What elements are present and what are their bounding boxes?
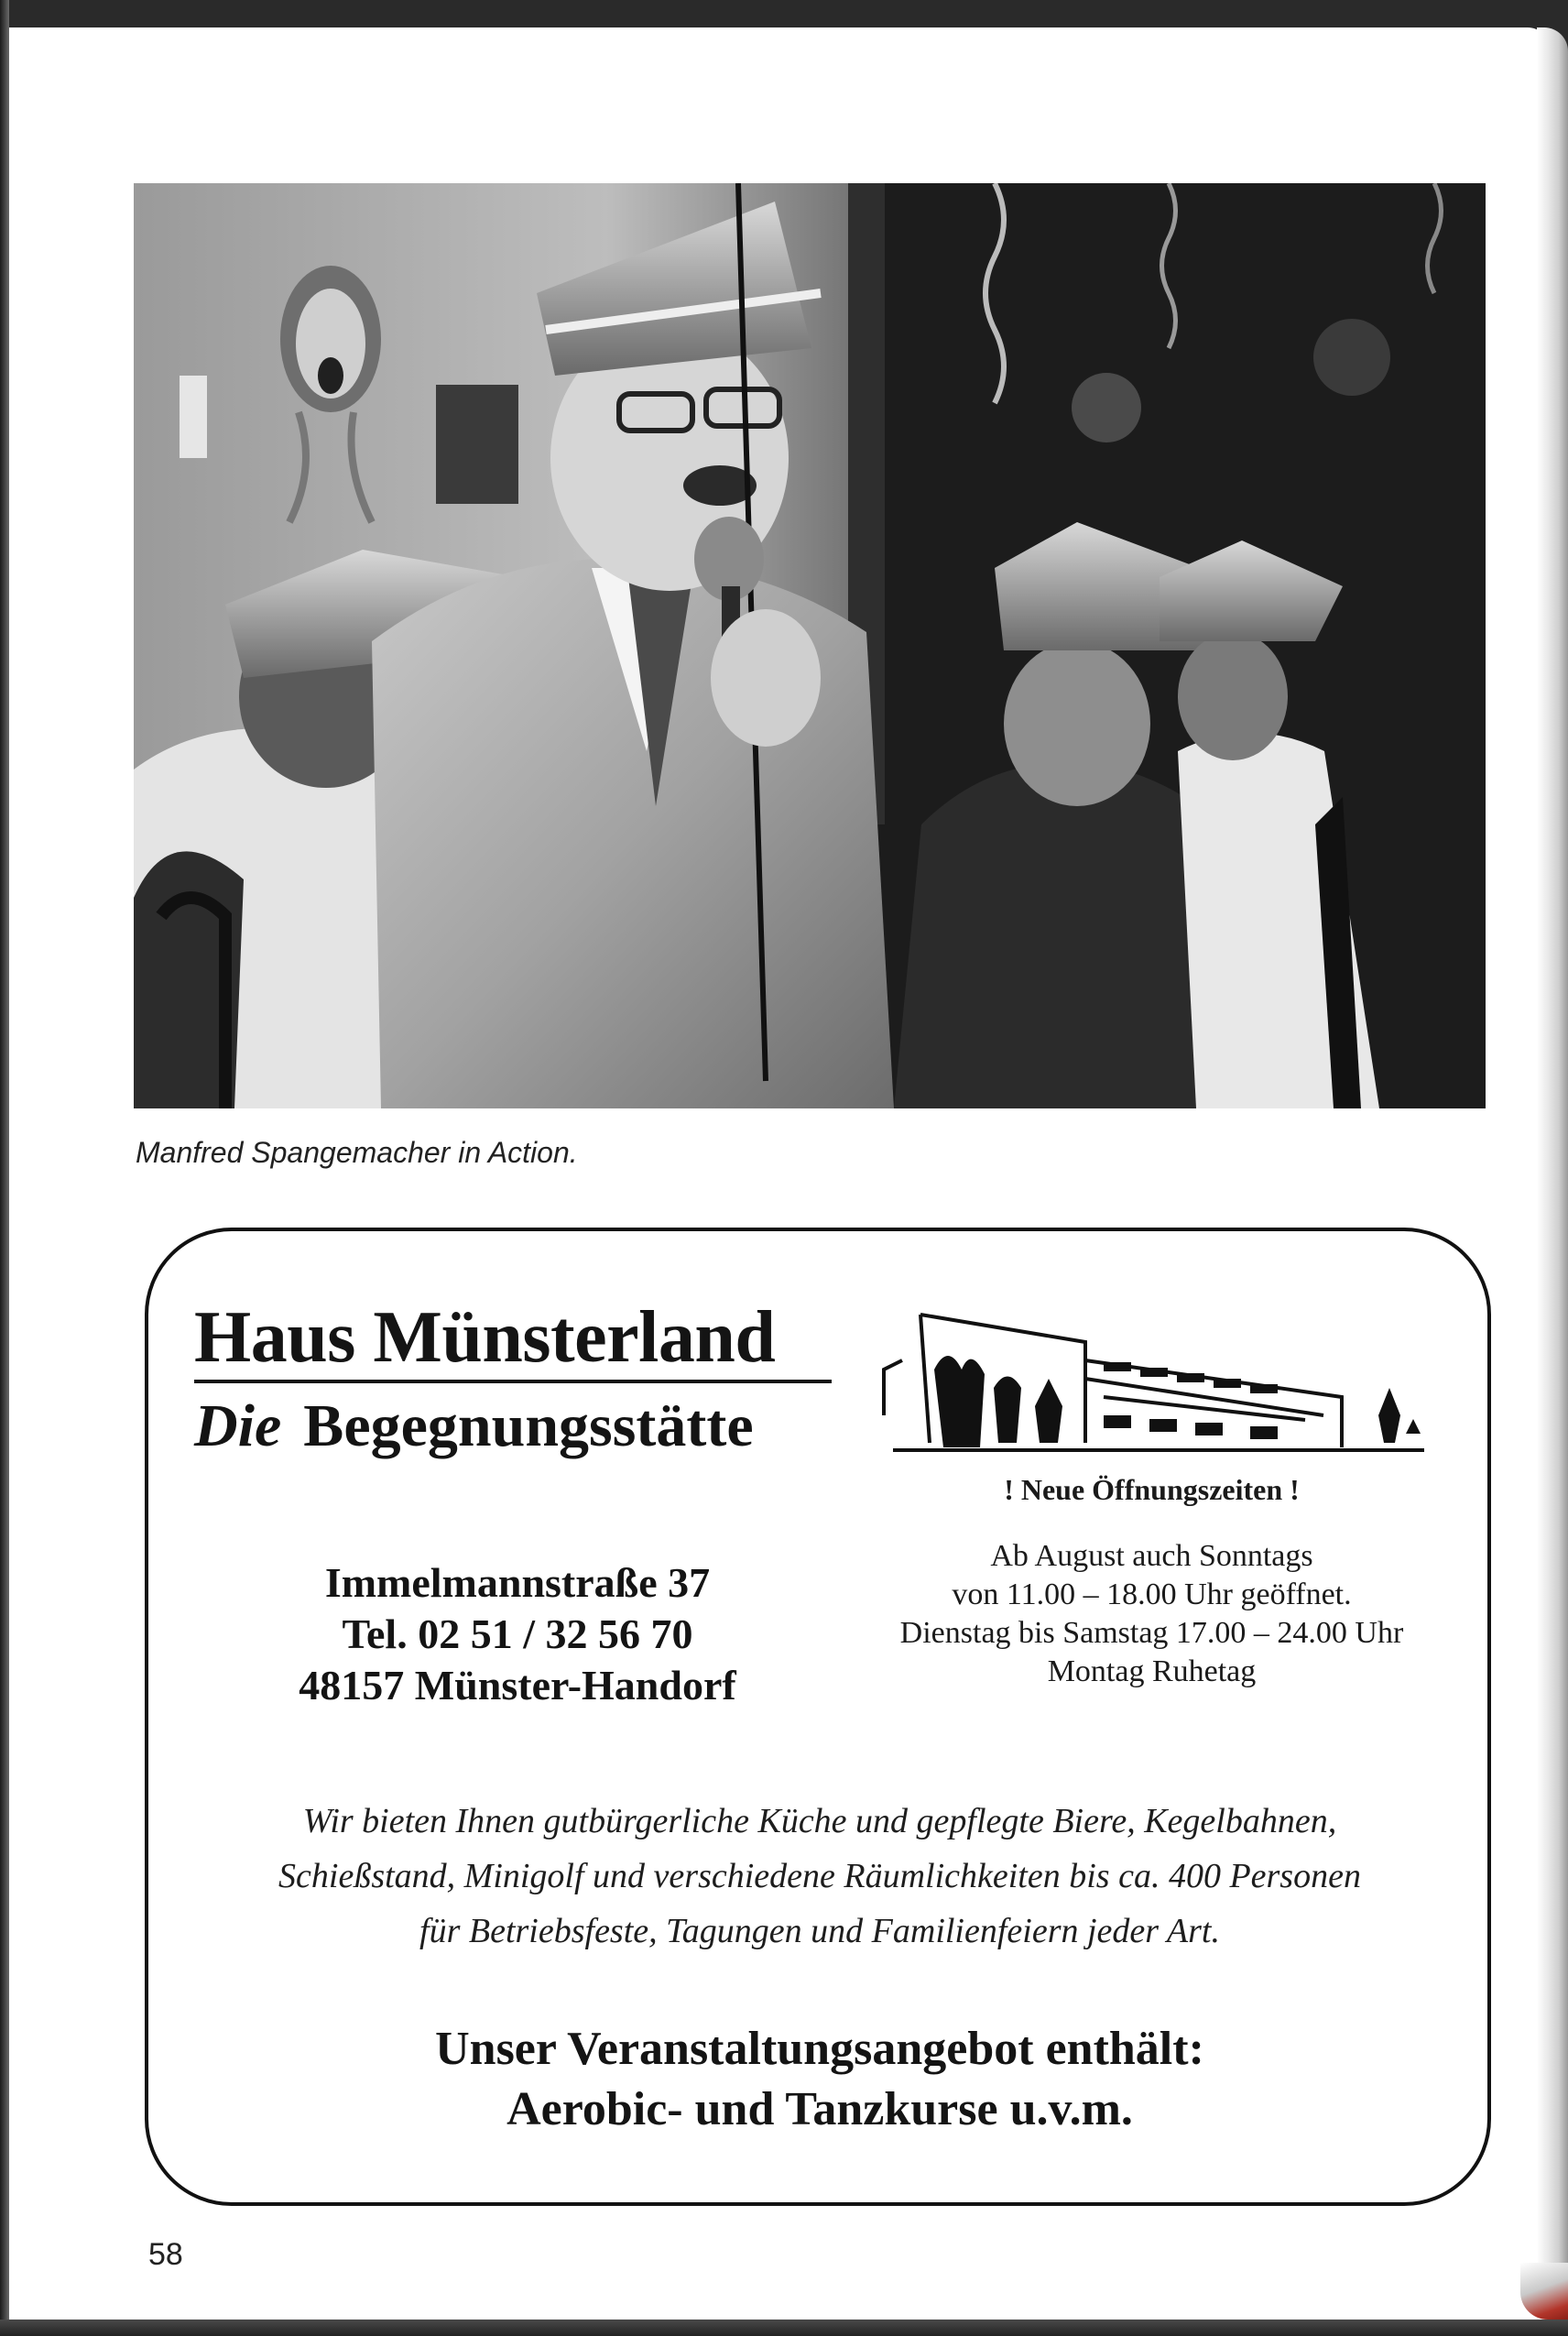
- page-stack-edge: [1537, 27, 1568, 2318]
- page-number: 58: [148, 2237, 183, 2272]
- building-sketch-icon: [866, 1305, 1438, 1470]
- scan-bottom-edge: [0, 2320, 1568, 2336]
- ad-title: Haus Münsterland: [194, 1297, 776, 1378]
- offer-line: Wir bieten Ihnen gutbürgerliche Küche und gepflegte Biere, Kegelbahnen,: [302, 1802, 1337, 1840]
- title-underline: [194, 1380, 832, 1383]
- photo-illustration: [134, 183, 1486, 1108]
- offer-text: [174, 1794, 1465, 1959]
- hours-line: von 11.00 – 18.00 Uhr geöffnet.: [952, 1577, 1352, 1611]
- events-line: Unser Veranstaltungsangebot enthält:: [435, 2023, 1204, 2075]
- address-block: [211, 1557, 824, 1711]
- address-city: 48157 Münster-Handorf: [299, 1662, 736, 1708]
- ad-subtitle: [194, 1392, 754, 1459]
- offer-line: für Betriebsfeste, Tagungen und Familienfeiern jeder Art.: [419, 1912, 1220, 1950]
- hours-line: Montag Ruhetag: [1047, 1654, 1257, 1688]
- events-line: Aerobic- und Tanzkurse u.v.m.: [506, 2083, 1133, 2135]
- ad-subtitle-article: Die: [194, 1392, 282, 1459]
- events-text: [174, 2019, 1465, 2140]
- building-logo: [866, 1305, 1438, 1470]
- book-spine-edge: [0, 0, 9, 2336]
- hours-line: Ab August auch Sonntags: [990, 1539, 1313, 1573]
- carnival-photo: [134, 183, 1486, 1108]
- hours-line: Dienstag bis Samstag 17.00 – 24.00 Uhr: [899, 1616, 1404, 1650]
- address-street: Immelmannstraße 37: [324, 1559, 711, 1606]
- address-phone: Tel. 02 51 / 32 56 70: [342, 1610, 693, 1657]
- hours-heading: ! Neue Öffnungszeiten !: [1004, 1473, 1300, 1506]
- photo-caption: Manfred Spangemacher in Action.: [136, 1136, 578, 1169]
- opening-hours: [866, 1537, 1438, 1691]
- ad-subtitle-rest: Begegnungsstätte: [303, 1392, 754, 1459]
- book-cover-corner: [1520, 2263, 1568, 2320]
- offer-line: Schießstand, Minigolf und verschiedene Räumlichkeiten bis ca. 400 Personen: [278, 1857, 1361, 1895]
